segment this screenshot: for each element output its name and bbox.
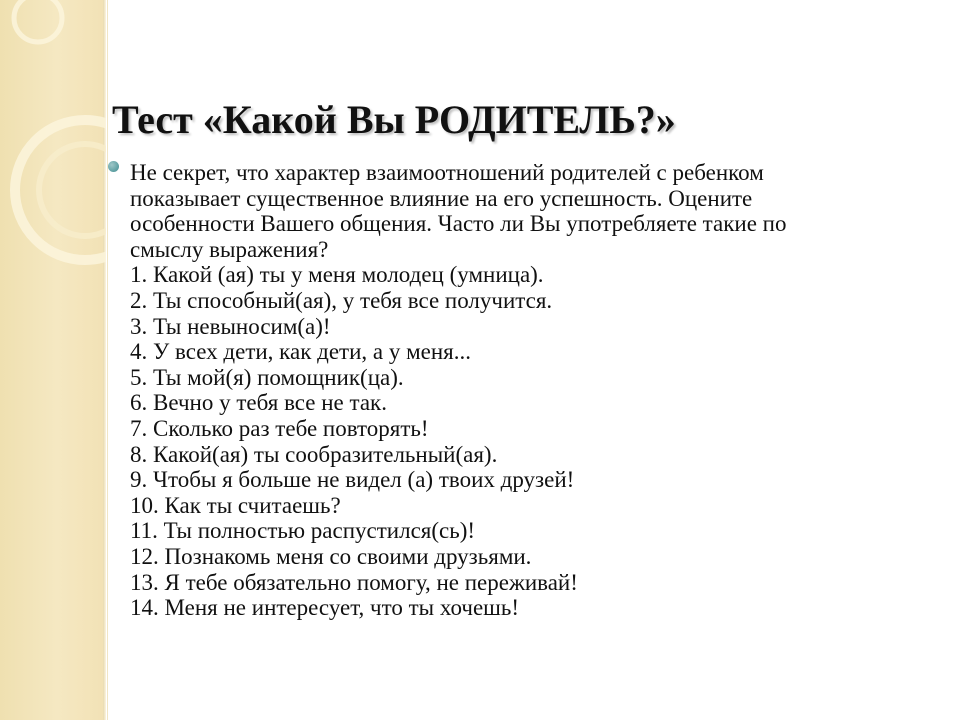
- list-item: 4. У всех дети, как дети, а у меня...: [130, 339, 472, 365]
- slide-title: Тест «Какой Вы РОДИТЕЛЬ?»: [112, 97, 676, 142]
- list-item: 9. Чтобы я больше не видел (а) твоих друзей!: [130, 467, 575, 493]
- list-item: 8. Какой(ая) ты сообразительный(ая).: [130, 441, 498, 467]
- slide-body: [130, 160, 930, 621]
- list-item: 14. Меня не интересует, что ты хочешь!: [130, 595, 520, 621]
- list-item: 11. Ты полностью распустился(сь)!: [130, 518, 476, 544]
- list-item: 12. Познакомь меня со своими друзьями.: [130, 543, 532, 569]
- list-item: 3. Ты невыносим(а)!: [130, 313, 331, 339]
- list-item: 2. Ты способный(ая), у тебя все получится.: [130, 287, 553, 313]
- decorative-circles: [0, 0, 106, 720]
- deco-circle-inner: [39, 144, 106, 236]
- list-item: 6. Вечно у тебя все не так.: [130, 390, 387, 416]
- list-item: 1. Какой (ая) ты у меня молодец (умница).: [130, 262, 544, 288]
- side-divider-thin: [107, 0, 108, 720]
- intro-line: смыслу выражения?: [130, 236, 329, 262]
- list-item: 7. Сколько раз тебе повторять!: [130, 415, 429, 441]
- intro-line: Не секрет, что характер взаимоотношений родителей с ребенком: [130, 160, 764, 185]
- list-item: 5. Ты мой(я) помощник(ца).: [130, 364, 404, 390]
- bullet-icon: [108, 161, 119, 172]
- intro-line: показывает существенное влияние на его успешность. Оцените: [130, 185, 753, 211]
- intro-line: особенности Вашего общения. Часто ли Вы употребляете такие по: [130, 211, 787, 237]
- deco-circle-top: [14, 0, 62, 42]
- deco-circle-large: [15, 120, 106, 260]
- list-item: 13. Я тебе обязательно помогу, не переживай!: [130, 569, 578, 595]
- list-item: 10. Как ты считаешь?: [130, 492, 341, 518]
